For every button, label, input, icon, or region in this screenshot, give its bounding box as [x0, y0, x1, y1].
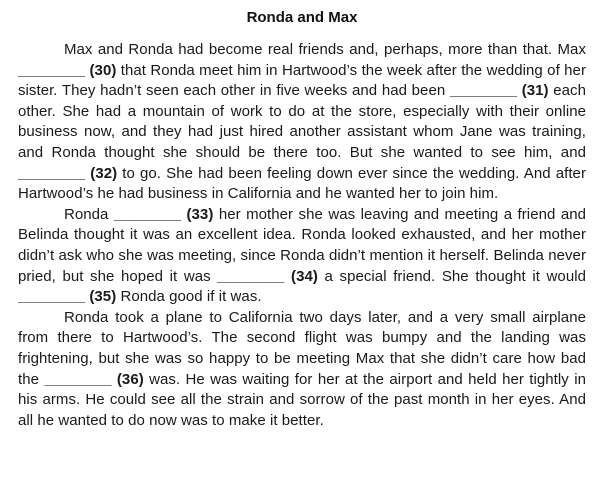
paragraph-text: that Ronda meet him in Hartwood’s the week after the wedding of her sister. They hadn’t seen each other in five weeks and had been: [18, 61, 586, 100]
paragraph: [18, 308, 586, 432]
gap-blank[interactable]: [114, 206, 213, 223]
gap-number: (35): [89, 288, 117, 306]
paragraph: [18, 40, 586, 205]
blank-line: ________: [44, 370, 112, 388]
gap-blank[interactable]: [450, 82, 549, 99]
paragraph: [18, 205, 586, 308]
paragraph-text: Max and Ronda had become real friends and, perhaps, more than that. Max: [64, 41, 586, 58]
gap-blank[interactable]: [44, 371, 143, 388]
blank-line: ________: [113, 205, 182, 223]
paragraph-text: Ronda took a plane to California two days later, and a very small airplane from there to Hartwood’s. The second flight was bumpy and the landing was frightening, but she was so happy to be meeting Max that she didn’t care how bad the: [18, 308, 586, 388]
paragraph-text: each other. She had a mountain of work to do at the store, especially with their online business now, and they had just hired another assistant whom Jane was training, and Ronda thought she should be there too. But she wanted to see him, and: [18, 82, 586, 161]
blank-line: ________: [18, 288, 86, 306]
gap-number: (36): [116, 370, 144, 388]
document: [18, 8, 586, 431]
gap-blank[interactable]: [18, 165, 117, 182]
blank-line: ________: [18, 164, 86, 182]
paragraph-text: Ronda good if it was.: [116, 288, 262, 306]
paragraph-text: Ronda: [64, 205, 114, 223]
blank-line: ________: [18, 61, 86, 79]
gap-blank[interactable]: [18, 62, 116, 79]
paragraph-text: her mother she was leaving and meeting a friend and Belinda thought it was an excellent idea. Ronda looked exhausted, and her mother didn’t ask who she was meeting, since Ronda didn’t mention it herself. Belinda never pried, but she hoped it was: [18, 205, 586, 285]
gap-blank[interactable]: [18, 288, 116, 305]
gap-blank[interactable]: [217, 268, 318, 285]
gap-number: (33): [186, 205, 214, 223]
gap-number: (30): [89, 61, 117, 79]
gap-number: (31): [521, 82, 549, 100]
paragraph-text: was. He was waiting for her at the airport and held her tightly in his arms. He could see all the strain and sorrow of the past month in her eyes. And all he wanted to do now was to make it better.: [18, 370, 586, 429]
document-title: Ronda and Max: [246, 9, 358, 26]
document-body: [18, 40, 586, 431]
gap-number: (34): [291, 267, 318, 285]
paragraph-text: a special friend. She thought it would: [317, 267, 586, 285]
paragraph-text: to go. She had been feeling down ever since the wedding. And after Hartwood’s he had business in California and he wanted her to join him.: [18, 164, 586, 203]
blank-line: ________: [449, 82, 518, 100]
blank-line: ________: [217, 267, 285, 285]
gap-number: (32): [90, 164, 118, 182]
